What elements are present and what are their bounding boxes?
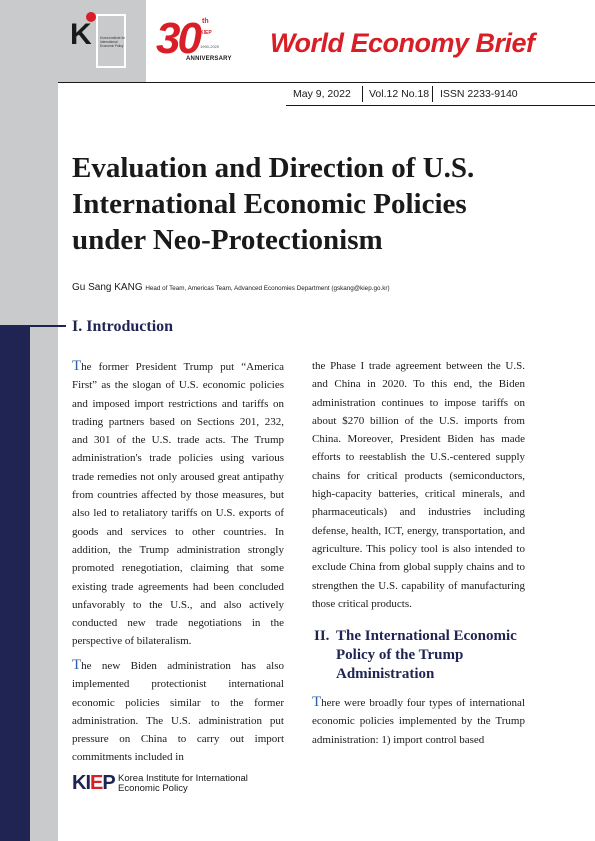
author-name: Gu Sang KANG	[72, 282, 143, 293]
drop-cap: T	[72, 657, 82, 673]
volume-number: Vol.12 No.18	[369, 88, 430, 100]
author-line	[72, 282, 390, 293]
section-number: II.	[314, 628, 330, 644]
issn: ISSN 2233-9140	[440, 88, 518, 100]
paragraph-text: he new Biden administration has also implemented protectionist international economic policies similar to the former administration. The U.S. administration put pressure on China to carry out import commitments included in	[72, 660, 284, 764]
kiep-wordmark: KIEP	[72, 772, 115, 794]
body-paragraph	[312, 693, 525, 749]
left-gray-band-lower	[0, 82, 58, 325]
body-paragraph	[312, 357, 525, 613]
publication-date: May 9, 2022	[293, 88, 351, 100]
drop-cap: T	[312, 694, 322, 710]
navy-accent-line	[30, 325, 66, 327]
paragraph-text: the Phase I trade agreement between the U.S. and China in 2020. To this end, the Biden administration continues to impose tariffs on about $270 billion of the U.S. imports from China. Moreover, President Biden has made efforts to reestablish the U.S.-centered supply chains for critical products (semiconductors, high-capacity batteries, critical minerals, and pharmaceuticals) and industries including defense, health, ICT, energy, transportation, and agriculture. This policy tool is also intended to exclude China from global supply chains and to strengthen the U.S. capability of manufacturing those critical products.	[312, 360, 525, 610]
anniversary-org: KIEP	[200, 30, 212, 36]
paragraph-text: here were broadly four types of international economic policies implemented by the Trump administration: 1) import control based	[312, 697, 525, 746]
meta-top-rule	[58, 82, 595, 83]
kiep-corner-logo	[66, 12, 132, 70]
author-affiliation: Head of Team, Americas Team, Advanced Economies Department (gskang@kiep.go.kr)	[145, 285, 390, 292]
anniversary-number: 30	[156, 14, 199, 63]
paragraph-text: he former President Trump put “America First” as the slogan of U.S. economic policies and imposed import restrictions and tariffs on trading partners based on Sections 201, 232, and 301 of the U.S. trade acts. The Trump administration's trade policies using various trade remedies not only aroused great antipathy from countries affected by those measures, but also led to retaliatory tariffs on U.S. exports of goods and services to other countries. In addition, the Trump administration strongly promoted renegotiation, claiming that some existing trade agreements had been concluded unfavorably to the U.S., and also actively conducted new trade negotiations in the perspective of bilateralism.	[72, 361, 284, 648]
meta-bottom-rule	[286, 105, 595, 106]
anniversary-emblem	[156, 14, 234, 70]
logo-letter: K	[70, 18, 92, 51]
series-title: World Economy Brief	[270, 28, 535, 58]
anniversary-word: ANNIVERSARY	[186, 56, 232, 62]
body-paragraph	[72, 656, 284, 767]
footer-kiep-logo	[72, 774, 292, 798]
section-heading-introduction: I. Introduction	[72, 318, 174, 335]
document-title: Evaluation and Direction of U.S. International Economic Policies under Neo-Protectionism	[72, 152, 475, 256]
body-paragraph	[72, 357, 284, 651]
meta-separator	[432, 86, 433, 102]
drop-cap: T	[72, 358, 82, 374]
anniversary-suffix: th	[202, 18, 209, 25]
anniversary-years: 1990-2020	[200, 44, 220, 49]
navy-side-bar	[0, 325, 30, 841]
institute-name: Korea Institute for International Economic Policy	[118, 773, 248, 794]
logo-small-text: Korea Institute for International Economic Policy	[100, 36, 126, 48]
section-title: The International Economic Policy of the Trump Administration	[336, 628, 517, 682]
meta-separator	[362, 86, 363, 102]
